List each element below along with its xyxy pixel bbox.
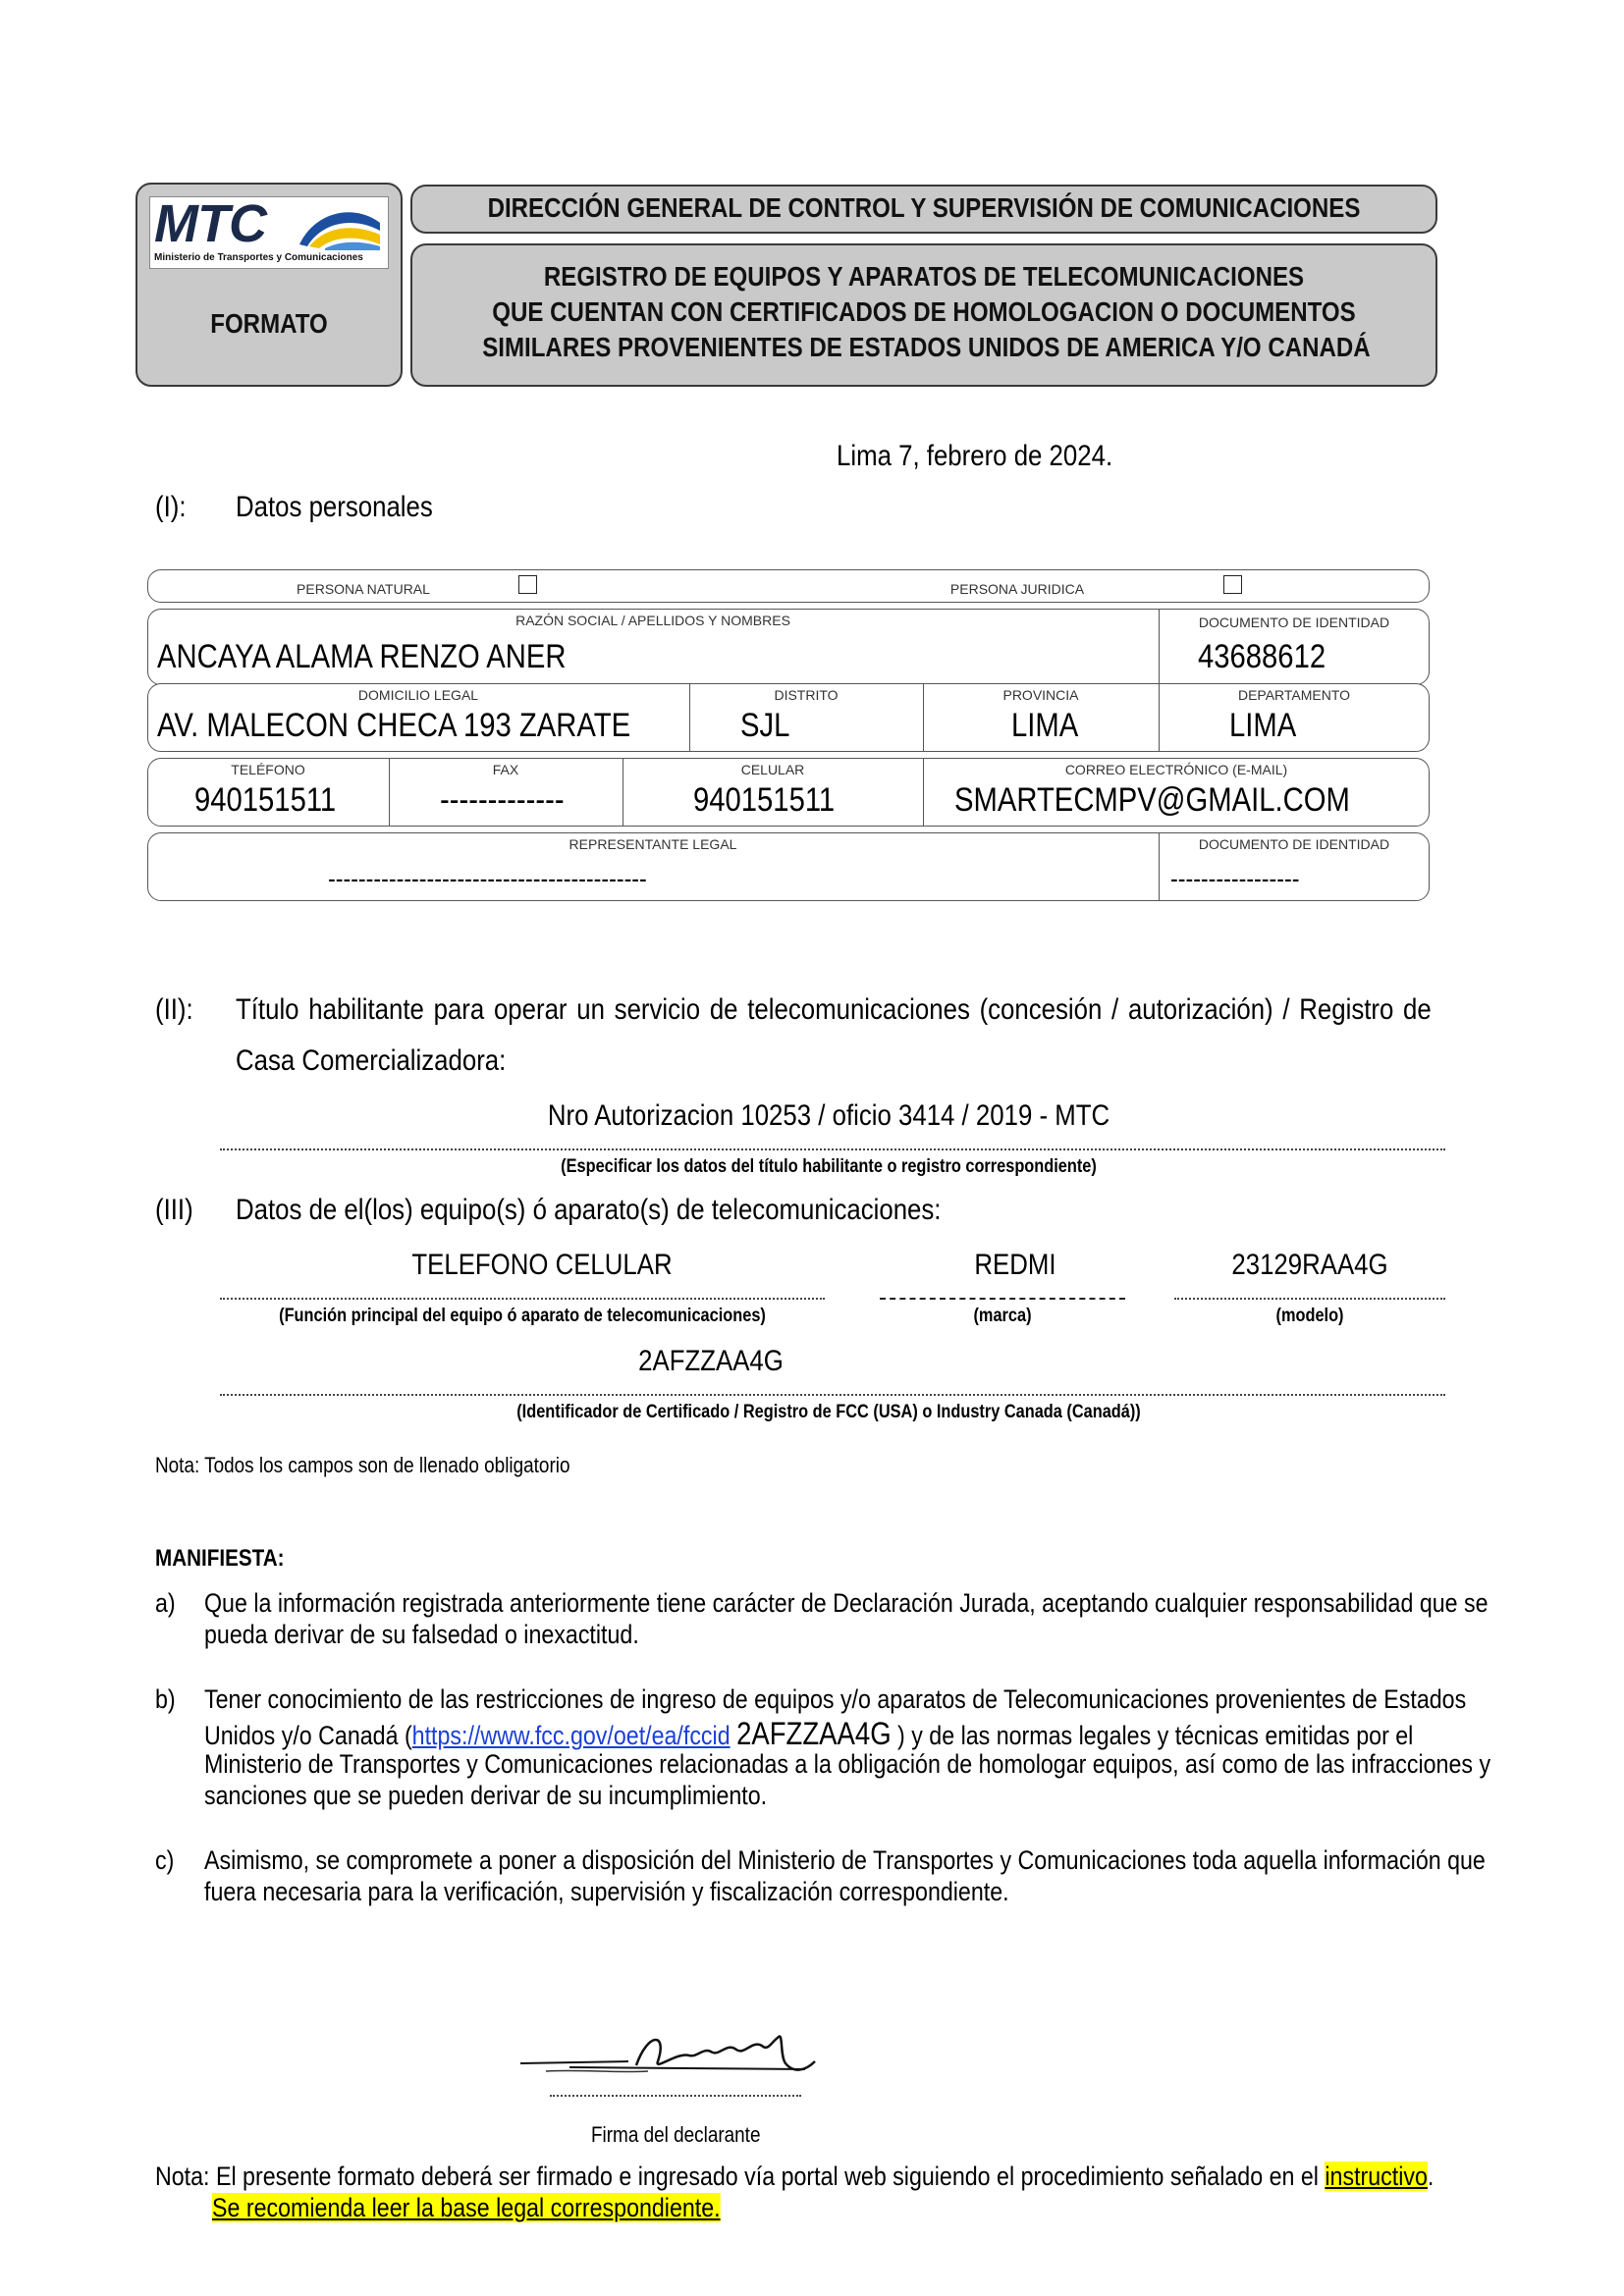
nota-final-line1 [155, 2162, 1434, 2192]
nota-final-pre: Nota: El presente formato deberá ser firmado e ingresado vía portal web siguiendo el procedimiento señalado en el [155, 2162, 1326, 2191]
fcc-value[interactable]: 2AFZZAA4G [638, 1345, 784, 1377]
fax-value[interactable]: ------------- [440, 781, 565, 819]
section2-value[interactable]: Nro Autorizacion 10253 / oficio 3414 / 2019 - MTC [547, 1099, 1110, 1132]
section2-caption: (Especificar los datos del título habilitante o registro correspondiente) [561, 1156, 1097, 1177]
fcc-link[interactable]: https://www.fcc.gov/oet/ea/fccid [411, 1721, 731, 1750]
item-a-line1: Que la información registrada anteriormente tiene carácter de Declaración Jurada, aceptando cualquier responsabilidad que se [204, 1588, 1489, 1618]
item-c-marker: c) [155, 1845, 175, 1875]
provincia-value[interactable]: LIMA [1011, 707, 1079, 744]
departamento-label: DEPARTAMENTO [1237, 687, 1351, 703]
section2-number: (II): [155, 993, 193, 1026]
item-b-line2-pre: Unidos y/o Canadá ( [204, 1721, 412, 1750]
nota-final-post: . [1427, 2162, 1435, 2191]
domicilio-label: DOMICILIO LEGAL [357, 687, 479, 703]
nota-final-line2 [212, 2193, 721, 2223]
mtc-logo-emblem-icon [296, 201, 384, 252]
correo-label: CORREO ELECTRÓNICO (E-MAIL) [1064, 762, 1288, 777]
funcion-caption: (Función principal del equipo ó aparato de telecomunicaciones) [279, 1306, 766, 1326]
base-legal-link[interactable]: Se recomienda leer la base legal correspondiente. [212, 2193, 721, 2222]
modelo-underline [1174, 1298, 1445, 1300]
fcc-caption: (Identificador de Certificado / Registro de FCC (USA) o Industry Canada (Canadá)) [516, 1402, 1141, 1422]
fcc-underline [220, 1394, 1445, 1396]
modelo-value[interactable]: 23129RAA4G [1231, 1249, 1388, 1281]
handwritten-signature [511, 2012, 835, 2101]
direccion-title: DIRECCIÓN GENERAL DE CONTROL Y SUPERVISIÓN DE COMUNICACIONES [487, 192, 1361, 223]
provincia-label: PROVINCIA [1002, 687, 1079, 703]
item-a-marker: a) [155, 1588, 176, 1618]
section2-line2: Casa Comercializadora: [236, 1044, 507, 1077]
persona-juridica-label: PERSONA JURIDICA [949, 581, 1085, 597]
item-b-marker: b) [155, 1684, 176, 1714]
item-b-fcc-value: 2AFZZAA4G [736, 1716, 892, 1751]
persona-natural-checkbox[interactable] [518, 575, 537, 594]
distrito-value[interactable]: SJL [740, 707, 790, 744]
documento2-label: DOCUMENTO DE IDENTIDAD [1198, 836, 1390, 852]
mtc-logo-subtext: Ministerio de Transportes y Comunicaciones [154, 252, 363, 263]
representante-label: REPRESENTANTE LEGAL [568, 836, 737, 852]
marca-value[interactable]: REDMI [974, 1249, 1056, 1281]
section3-title: Datos de el(los) equipo(s) ó aparato(s) de telecomunicaciones: [236, 1194, 942, 1226]
celular-label: CELULAR [740, 762, 805, 777]
date-line: Lima 7, febrero de 2024. [837, 440, 1113, 472]
departamento-value[interactable]: LIMA [1229, 707, 1297, 744]
nota-obligatorio: Nota: Todos los campos son de llenado obligatorio [155, 1453, 570, 1477]
celular-value[interactable]: 940151511 [693, 781, 836, 819]
registro-title-line2: QUE CUENTAN CON CERTIFICADOS DE HOMOLOGACION O DOCUMENTOS [492, 296, 1356, 327]
item-c-line1: Asimismo, se compromete a poner a disposición del Ministerio de Transportes y Comunicaciones toda aquella información que [204, 1845, 1486, 1875]
funcion-value[interactable]: TELEFONO CELULAR [411, 1249, 673, 1281]
telefono-value[interactable]: 940151511 [194, 781, 337, 819]
domicilio-value[interactable]: AV. MALECON CHECA 193 ZARATE [157, 707, 631, 744]
instructivo-link[interactable]: instructivo [1325, 2162, 1428, 2191]
distrito-label: DISTRITO [774, 687, 839, 703]
signature-label: Firma del declarante [591, 2122, 761, 2147]
section2-underline [220, 1148, 1445, 1150]
section2-line1: Título habilitante para operar un servicio de telecomunicaciones (concesión / autorización) / Registro de [236, 993, 1432, 1026]
manifiesta-title: MANIFIESTA: [155, 1545, 285, 1572]
item-c-line2: fuera necesaria para la verificación, supervisión y fiscalización correspondiente. [204, 1877, 1009, 1906]
persona-natural-label: PERSONA NATURAL [297, 581, 430, 597]
logo-panel [149, 196, 389, 269]
marca-underline [880, 1298, 1125, 1300]
registro-title-line1: REGISTRO DE EQUIPOS Y APARATOS DE TELECOMUNICACIONES [543, 261, 1305, 292]
item-b-line3: Ministerio de Transportes y Comunicaciones relacionadas a la obligación de homologar equipos, así como de las infracciones y [204, 1749, 1491, 1779]
section1-number: (I): [155, 491, 187, 523]
funcion-underline [220, 1298, 825, 1300]
section1-title: Datos personales [236, 491, 433, 523]
item-b-line2 [204, 1716, 1413, 1752]
documento2-value[interactable]: ----------------- [1170, 864, 1300, 893]
registro-title-line3: SIMILARES PROVENIENTES DE ESTADOS UNIDOS DE AMERICA Y/O CANADÁ [482, 332, 1371, 362]
razon-social-label: RAZÓN SOCIAL / APELLIDOS Y NOMBRES [515, 613, 790, 628]
telefono-label: TELÉFONO [231, 762, 305, 777]
fax-label: FAX [492, 762, 519, 777]
section3-number: (III) [155, 1194, 193, 1226]
item-b-line1: Tener conocimiento de las restricciones de ingreso de equipos y/o aparatos de Telecomunicaciones provenientes de Estados [204, 1684, 1467, 1714]
representante-value[interactable]: ------------------------------------------ [328, 864, 647, 893]
item-a-line2: pueda derivar de su falsedad o inexactitud. [204, 1620, 639, 1649]
signature-line [550, 2095, 801, 2097]
mtc-logo-text: MTC [154, 194, 266, 253]
correo-value[interactable]: SMARTECMPV@GMAIL.COM [954, 781, 1350, 819]
item-b-line2-post: ) y de las normas legales y técnicas emitidas por el [897, 1721, 1414, 1750]
persona-juridica-checkbox[interactable] [1223, 575, 1242, 594]
item-b-line4: sanciones que se pueden derivar de su incumplimiento. [204, 1781, 768, 1810]
formato-label: FORMATO [210, 308, 328, 339]
marca-caption: (marca) [973, 1306, 1032, 1326]
modelo-caption: (modelo) [1275, 1306, 1344, 1326]
documento-identidad-label: DOCUMENTO DE IDENTIDAD [1198, 614, 1390, 630]
documento-identidad-value[interactable]: 43688612 [1198, 638, 1326, 675]
razon-social-value[interactable]: ANCAYA ALAMA RENZO ANER [157, 638, 567, 675]
